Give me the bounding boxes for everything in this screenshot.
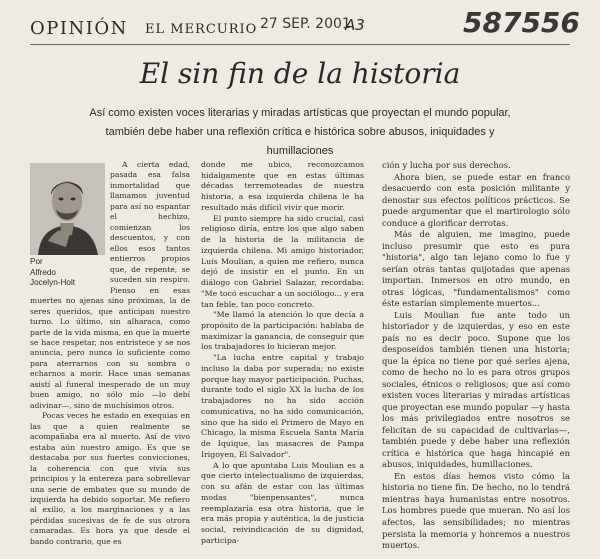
paragraph: A lo que apuntaba Luis Moulian es a que cierto intelectualismo de izquierdas, con su afán de estar con las últimas modas "bienpensantes", nunca reemplazaría esa otra historia, que le era más propia y auténtica, la de justicia social, reivindicación de su dignidad, participa- [201,460,364,545]
text-column-1 [30,160,190,547]
caption-name-last: Jocelyn-Holt [30,278,76,287]
paragraph: "La lucha entre capital y trabajo incluso la daba por superada; no existe porque hay mayor participación. Puchas, durante todo el siglo XX la lucha de los trabajadores no ha sido acción comunicativa, no ha sido comunicación, sino que ha sido el Primero de Mayo en Chicago, la misma Escuela Santa María de Iquique, las masacres de Pampa Irigoyen, El Salvador". [201,353,364,459]
paragraph: El punto siempre ha sido crucial, casi religioso diría, entre los que algo saben de la historia de la militancia de izquierda chilena. Mi amigo historiador, Luis Moulian, a quien me refiero, nunca dejó de insistir en el punto. En un diálogo con Gabriel Salazar, recordaba: "Me tocó escuchar a un sociólogo... y era tan feble, tan poco concreto. [201,213,364,309]
article-title: El sin fin de la historia [139,57,461,90]
article-deck: Así como existen voces literarias y miradas artísticas que proyectan el mundo popular, también debe haber una reflexión crítica e histórica sobre abusos, iniquidades y humillaciones [89,107,511,157]
header-rule [30,44,570,45]
text-column-2 [201,160,364,546]
text-column-3 [382,160,570,552]
author-portrait-image [30,163,105,255]
paragraph: Pocas veces he estado en exequias en las que a quien realmente se acompañaba era al muerto. Así de vivo estaba aún nuestro amigo. Es que se destacaba por sus fuertes convicciones, la coherencia con que vivía sus principios y la entereza para sobrellevar una serie de embates que su mundo de izquierda ha debido soportar. Me refiero al exilio, a los marginaciones y a las pérdidas sucesivas de fe de sus otrora camaradas. Es hora ya que desde el bando contrario, que es [30,411,190,546]
paragraph: donde me ubico, reconozcamos hidalgamente que en estas últimas décadas terremoteadas de nuestra historia, a esa izquierda chilena le ha resultado más difícil vivir que morir. [201,160,364,212]
section-label: OPINIÓN [30,18,128,39]
paragraph: A cierta edad, pasada esa falsa inmortalidad que llamamos juventud para así no espantar el hechizo, comienzan los descuentos, y con ellos esos tantos entierros propios que, de repente, se suceden sin respiro. Pienso en esas muertes no ajenas sino próximas, la de seres queridos, que anticipan nuestro turno. Lo último, sin alharaca, como parte de la vida misma, en que la muerte se hace respetar, nos entristece y se nos anuncia, pero nunca lo suficiente como para aterrarnos con su sombra o echarnos a morir. Hace unas semanas asistí al funeral inesperado de un muy buen amigo, no sólo mío —lo debí adivinar—, sino de muchísimos otros. [30,160,190,410]
paragraph: Más de alguien, me imagino, puede incluso presumir que esto es pura "historia", algo tan lejano como lo fue y serían otras tantas quijotadas que apenas importan. Inmersos en otro mundo, en otras lógicas, "fundamentalismos" como éste estarían simplemente muertos... [382,229,570,309]
caption-by: Por [30,257,43,266]
photo-caption [30,257,105,289]
caption-name-first: Alfredo [30,267,56,277]
paragraph: Ahora bien, se puede estar en franco desacuerdo con esta posición militante y denostar sus efectos políticos prácticos. Se puede argumentar que el martirologio sólo conduce a glorificar derrotas. [382,171,570,228]
paragraph: En estos días hemos visto cómo la historia no tiene fin. De hecho, no lo tendrá mientras haya humanistas entre nosotros. Los hombres puede que mueran. No así los afectos, las sensibilidades; no mientras persista la memoria y honremos a nuestros muertos. [382,470,570,551]
paragraph: ción y lucha por sus derechos. [382,160,511,170]
paragraph: "Me llamó la atención lo que decía a propósito de la participación: hablaba de maximizar la ganancia, de conseguir que los trabajadores lo hicieran mejor. [201,310,364,352]
page-reference: A3 [345,16,365,34]
date-stamp: 27 SEP. 2001 [260,16,351,32]
newspaper-name: EL MERCURIO [145,22,258,37]
paragraph: Luis Moulian fue ante todo un historiador y de izquierdas, y eso en este país no es decir poco. Supone que los desposeídos también tienen una historia; que la épica no tiene por qué serles ajena, como de hecho no lo es para otros grupos sociales, étnicos o religiosos; que así como existen voces literarias y miradas artísticas que proyectan ese mundo popular —y hasta los más privilegiados entre nosotros se felicitan de su capacidad de cultivarlas—, también puede y debe haber una reflexión crítica e histórica que haga hincapié en abusos, iniquidades, humillaciones. [382,309,570,470]
handwritten-archive-number: 587556 [463,6,580,39]
author-photo-block [30,163,105,289]
author-photo [30,163,105,255]
